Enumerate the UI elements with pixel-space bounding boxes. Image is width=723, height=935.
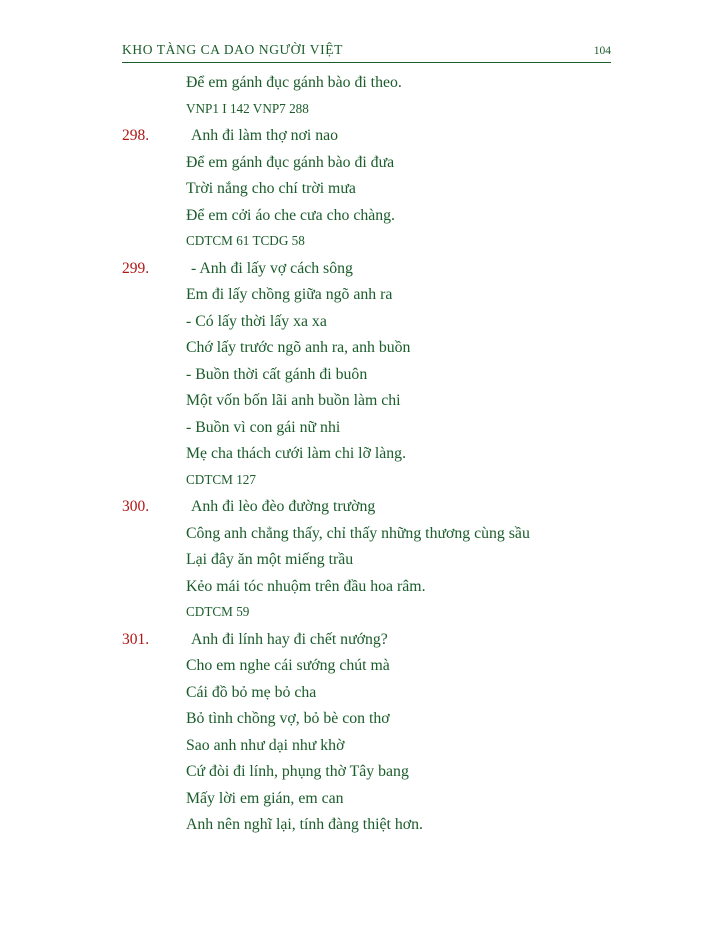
verse-line (122, 763, 622, 790)
verse-line (122, 710, 622, 737)
poem-entry (122, 631, 622, 843)
verse-text: - Buồn thời cất gánh đi buôn (186, 365, 368, 383)
verse-text: Chớ lấy trước ngõ anh ra, anh buồn (186, 339, 411, 356)
verse-line (122, 392, 622, 419)
verse-text: - Có lấy thời lấy xa xa (186, 312, 327, 330)
poem-entry (122, 260, 622, 499)
verse-line (122, 525, 622, 552)
verse-text: Trời nắng cho chí trời mưa (186, 180, 356, 197)
source-text: CDTCM 61 TCDG 58 (186, 233, 305, 248)
verse-text: Công anh chẳng thấy, chỉ thấy những thương cùng sầu (186, 524, 530, 542)
verse-line (122, 313, 622, 340)
verse-line (122, 260, 622, 287)
verse-text: Bỏ tình chồng vợ, bỏ bè con thơ (186, 710, 390, 727)
verse-text: - Buồn vì con gái nữ nhi (186, 418, 341, 436)
verse-line (122, 684, 622, 711)
verse-text: Để em gánh đục gánh bào đi đưa (186, 153, 395, 171)
verse-text: - Anh đi lấy vợ cách sông (191, 259, 353, 277)
verse-line (122, 207, 622, 234)
verse-line (122, 154, 622, 181)
running-head-title: KHO TÀNG CA DAO NGƯỜI VIỆT (122, 42, 343, 57)
source-text: CDTCM 127 (186, 471, 256, 487)
verse-line (122, 816, 622, 843)
entry-number: 298. (122, 127, 150, 144)
page-number: 104 (593, 45, 611, 57)
verse-line (122, 790, 622, 817)
page-body (122, 74, 622, 843)
verse-text: Sao anh như dại như khờ (186, 736, 345, 754)
verse-text: Anh đi làm thợ nơi nao (191, 127, 339, 144)
verse-text: Một vốn bốn lãi anh buồn làm chi (186, 392, 401, 409)
source-line (122, 472, 622, 499)
source-line (122, 233, 622, 260)
verse-line (122, 74, 622, 101)
verse-text: Cứ đòi đi lính, phụng thờ Tây bang (186, 763, 409, 780)
page-header (122, 42, 611, 63)
poem-entry (122, 498, 622, 631)
verse-line (122, 657, 622, 684)
verse-text: Em đi lấy chồng giữa ngõ anh ra (186, 286, 393, 303)
verse-line (122, 737, 622, 764)
verse-text: Anh đi lính hay đi chết nướng? (191, 630, 388, 648)
verse-line (122, 551, 622, 578)
poem-entry (122, 127, 622, 260)
source-line (122, 604, 622, 631)
source-text: VNP1 I 142 VNP7 288 (186, 100, 309, 116)
verse-text: Kẻo mái tóc nhuộm trên đầu hoa râm. (186, 577, 426, 595)
verse-text: Cái đồ bỏ mẹ bỏ cha (186, 683, 317, 701)
verse-line (122, 339, 622, 366)
verse-line (122, 419, 622, 446)
verse-line (122, 631, 622, 658)
entry-number: 299. (122, 259, 150, 277)
verse-line (122, 286, 622, 313)
entry-number: 300. (122, 498, 150, 515)
verse-text: Lại đây ăn một miếng trầu (186, 551, 354, 568)
verse-line (122, 445, 622, 472)
source-line (122, 101, 622, 128)
verse-text: Anh nên nghĩ lại, tính đàng thiệt hơn. (186, 816, 423, 833)
entry-number: 301. (122, 630, 150, 648)
verse-line (122, 180, 622, 207)
verse-text: Cho em nghe cái sướng chút mà (186, 657, 390, 674)
source-text: CDTCM 59 (186, 604, 250, 619)
verse-text: Mẹ cha thách cưới làm chi lỡ làng. (186, 445, 407, 462)
verse-text: Mấy lời em gián, em can (186, 789, 344, 807)
verse-text: Để em gánh đục gánh bào đi theo. (186, 74, 402, 91)
verse-line (122, 127, 622, 154)
verse-text: Anh đi lèo đèo đường trường (191, 498, 376, 515)
verse-line (122, 366, 622, 393)
verse-text: Để em cởi áo che cưa cho chàng. (186, 206, 396, 224)
verse-line (122, 578, 622, 605)
verse-line (122, 498, 622, 525)
